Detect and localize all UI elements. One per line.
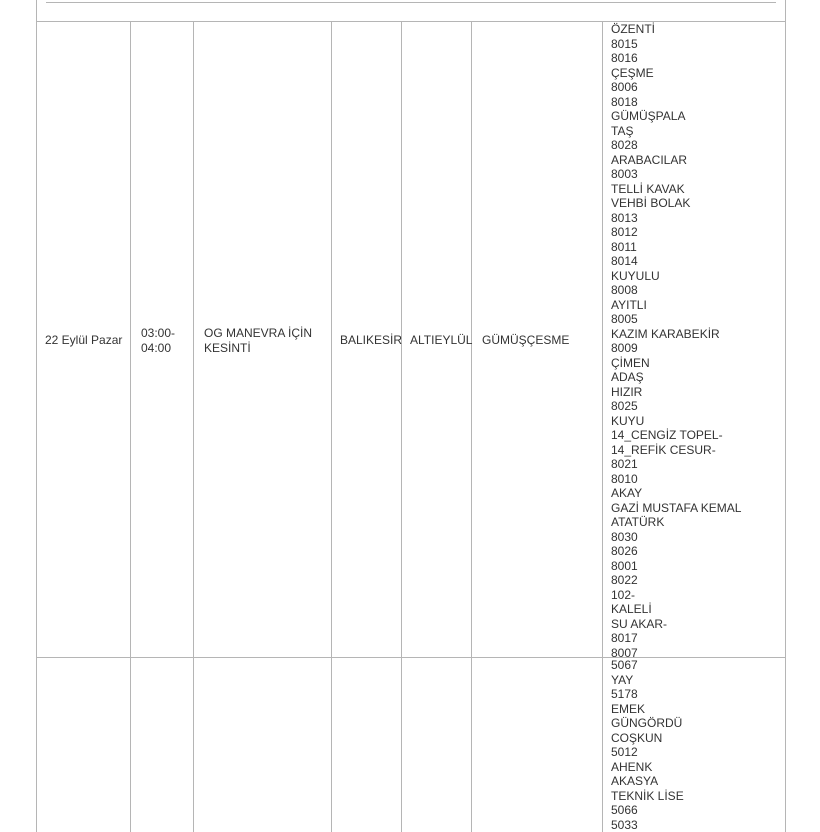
street-item: AKAY	[611, 486, 643, 500]
street-item: 8013	[611, 210, 638, 225]
street-item: 5067	[611, 658, 638, 672]
street-item: ATATÜRK	[611, 515, 665, 529]
time-cell: 03:00- 04:00	[141, 326, 176, 355]
street-item: KALELİ	[611, 602, 652, 616]
street-item: SU AKAR-	[611, 616, 668, 631]
street-item: KUYU	[611, 413, 645, 428]
street-item: AKASYA	[611, 774, 659, 788]
city-cell: BALIKESİR	[340, 332, 403, 347]
street-item: 102-	[611, 587, 636, 602]
street-item: 8014	[611, 254, 638, 268]
street-item: ÇİMEN	[611, 355, 650, 370]
street-item: TELLİ KAVAK	[611, 181, 685, 196]
street-item: 8003	[611, 167, 638, 181]
street-item: 8012	[611, 225, 638, 239]
col-sep-3	[331, 21, 332, 832]
street-item: AHENK	[611, 759, 653, 774]
street-item: GÜMÜŞPALA	[611, 109, 686, 123]
street-item: EMEK	[611, 701, 646, 716]
street-item: 8025	[611, 399, 638, 413]
street-list	[611, 658, 684, 832]
street-item: 5066	[611, 803, 638, 817]
street-item: HIZIR	[611, 384, 643, 399]
street-item: 14_CENGİZ TOPEL-	[611, 428, 723, 442]
street-item: 8026	[611, 544, 638, 558]
street-item: 8010	[611, 471, 638, 486]
col-sep-6	[602, 21, 603, 832]
street-item: 8028	[611, 138, 638, 152]
street-item: COŞKUN	[611, 730, 663, 745]
street-item: TAŞ	[611, 123, 634, 138]
street-item: 8018	[611, 94, 638, 109]
col-sep-4	[401, 21, 402, 832]
street-item: 8006	[611, 80, 638, 94]
street-item: 8011	[611, 239, 637, 254]
street-item: 8008	[611, 283, 638, 297]
reason-cell: OG MANEVRA İÇİN KESİNTİ	[204, 326, 313, 355]
street-item: 8022	[611, 573, 638, 587]
street-item: KUYULU	[611, 268, 660, 283]
street-list	[611, 22, 741, 660]
street-item: 8017	[611, 631, 638, 645]
date-cell: 22 Eylül Pazar	[45, 332, 123, 347]
street-item: 8016	[611, 51, 638, 65]
street-item: ÖZENTİ	[611, 22, 655, 36]
street-item: GAZİ MUSTAFA KEMAL	[611, 500, 742, 515]
district-cell: ALTIEYLÜL	[410, 332, 473, 347]
neighborhood-cell: GÜMÜŞÇESME	[482, 332, 570, 347]
col-sep-1	[130, 21, 131, 832]
street-item: 5012	[611, 745, 638, 759]
street-item: GÜNGÖRDÜ	[611, 716, 683, 730]
street-item: 5033	[611, 817, 638, 832]
street-item: 8009	[611, 341, 638, 355]
col-sep-2	[193, 21, 194, 832]
street-item: TEKNİK LİSE	[611, 788, 684, 803]
col-sep-5	[471, 21, 472, 832]
street-item: 8030	[611, 529, 638, 544]
street-item: ARABACILAR	[611, 152, 688, 167]
street-item: 14_REFİK CESUR-	[611, 442, 716, 457]
street-item: 8021	[611, 457, 638, 471]
street-item: ÇEŞME	[611, 65, 654, 80]
street-item: 8001	[611, 558, 638, 573]
street-item: YAY	[611, 672, 634, 687]
top-inner-border	[46, 2, 776, 3]
street-item: ADAŞ	[611, 370, 644, 384]
street-item: 8015	[611, 36, 638, 51]
street-item: KAZIM KARABEKİR	[611, 326, 720, 341]
street-item: 8005	[611, 312, 638, 326]
street-item: 8007	[611, 645, 638, 660]
street-item: AYITLI	[611, 297, 647, 312]
street-item: VEHBİ BOLAK	[611, 196, 691, 210]
table-right-border	[785, 0, 786, 832]
table-left-border	[36, 0, 37, 832]
street-item: 5178	[611, 687, 638, 701]
